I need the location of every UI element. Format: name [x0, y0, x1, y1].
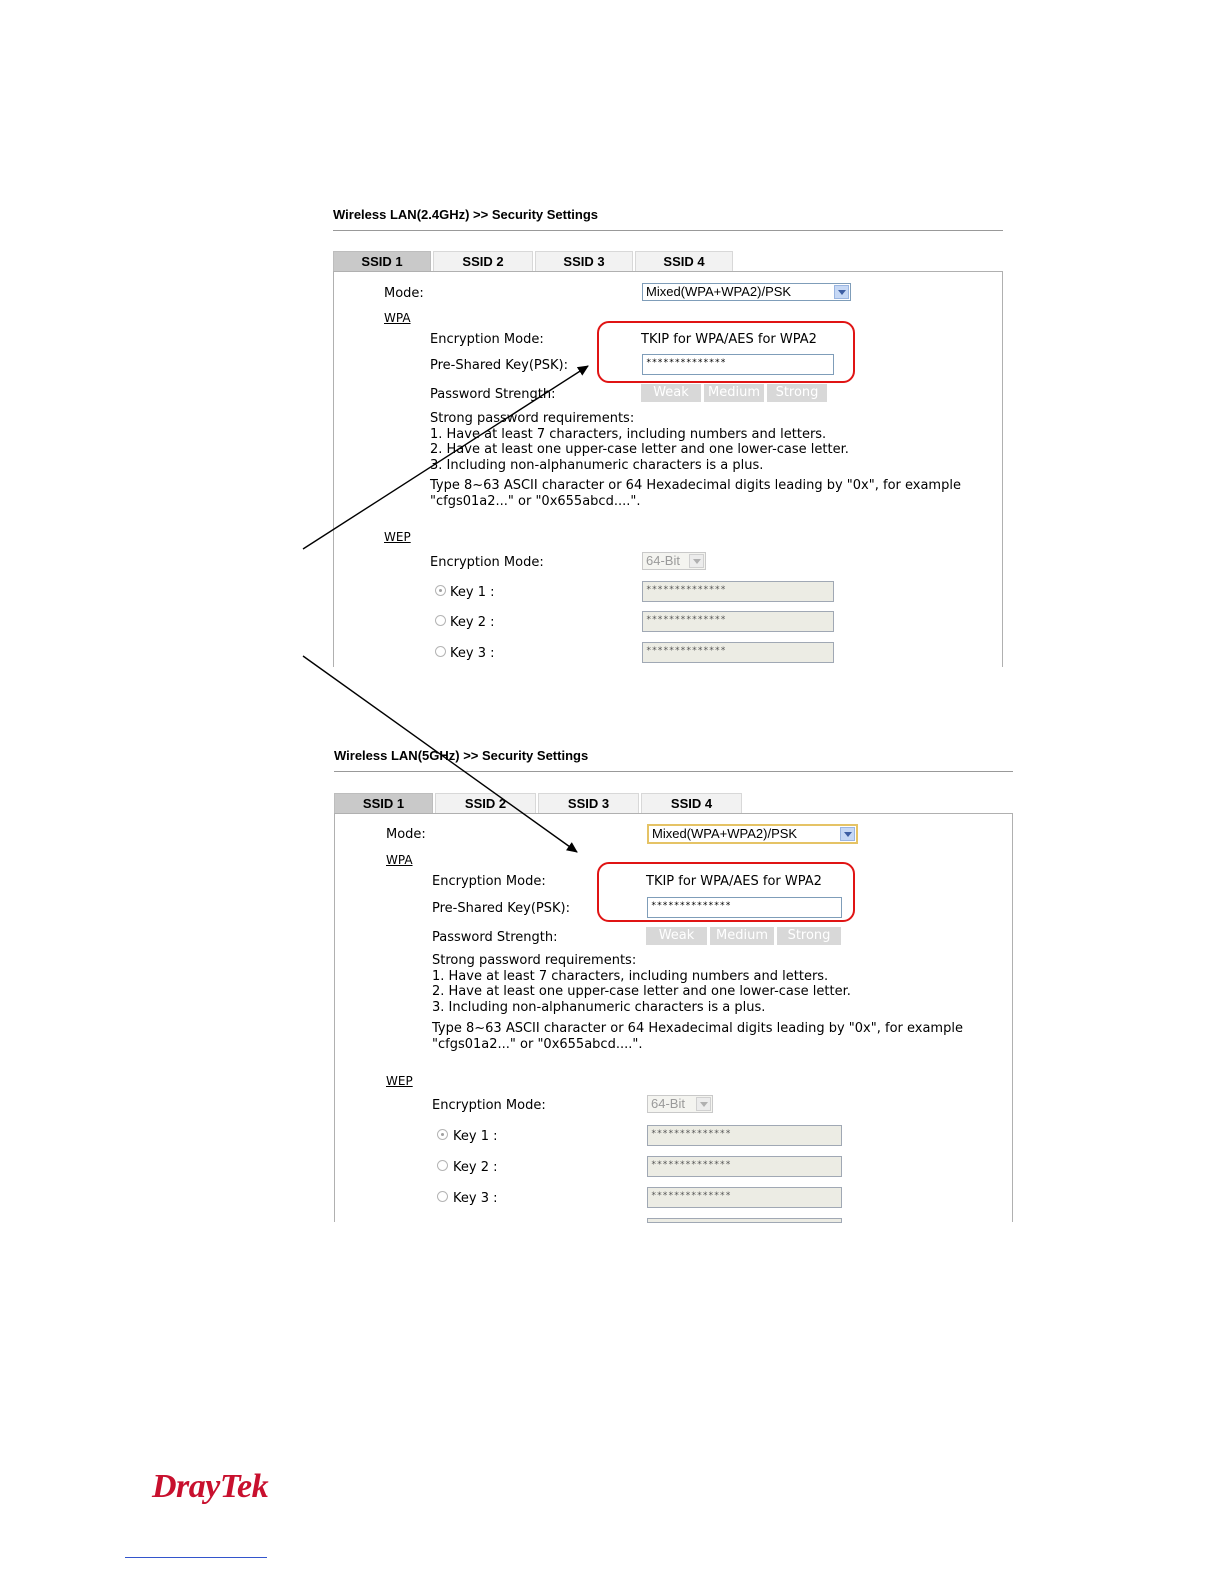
key-3-label: Key 3 : — [450, 646, 495, 661]
strength-medium: Medium — [704, 384, 764, 402]
wep-encryption-value: 64-Bit — [646, 553, 680, 568]
requirement-1: 1. Have at least 7 characters, including numbers and letters. — [430, 426, 827, 442]
strength-weak: Weak — [646, 927, 707, 945]
footer-divider — [125, 1557, 267, 1558]
requirements-heading: Strong password requirements: — [432, 953, 637, 968]
wpa-section-label: WPA — [384, 311, 411, 325]
hint-line-1: Type 8~63 ASCII character or 64 Hexadecimal digits leading by "0x", for example — [430, 478, 961, 493]
requirement-2: 2. Have at least one upper-case letter and one lower-case letter. — [432, 984, 851, 999]
key-3-label: Key 3 : — [453, 1191, 498, 1206]
requirement-2: 2. Have at least one upper-case letter and one lower-case letter. — [430, 442, 849, 457]
wpa-section-label: WPA — [386, 853, 413, 867]
mode-select-value: Mixed(WPA+WPA2)/PSK — [646, 284, 792, 299]
tab-ssid-4[interactable]: SSID 4 — [635, 251, 733, 271]
key-2-input[interactable]: ************** — [642, 611, 834, 632]
key-3-input[interactable]: ************** — [642, 642, 834, 663]
mode-select-value: Mixed(WPA+WPA2)/PSK — [652, 826, 798, 841]
encryption-mode-value: TKIP for WPA/AES for WPA2 — [646, 874, 822, 889]
tab-ssid-4[interactable]: SSID 4 — [641, 793, 742, 813]
password-strength-label: Password Strength: — [430, 387, 556, 402]
psk-label: Pre-Shared Key(PSK): — [432, 901, 570, 916]
requirement-3: 3. Including non-alphanumeric characters is a plus. — [432, 999, 766, 1015]
arrow-to-2-4ghz — [303, 366, 588, 549]
requirement-1: 1. Have at least 7 characters, including numbers and letters. — [432, 968, 829, 984]
key-2-input[interactable]: ************** — [647, 1156, 842, 1177]
encryption-mode-label: Encryption Mode: — [430, 332, 544, 347]
page-title: Wireless LAN(2.4GHz) >> Security Settings — [333, 207, 599, 222]
encryption-mode-value: TKIP for WPA/AES for WPA2 — [641, 332, 817, 347]
strength-strong: Strong — [777, 927, 841, 945]
wep-encryption-mode-label: Encryption Mode: — [432, 1098, 546, 1113]
requirement-3: 3. Including non-alphanumeric characters is a plus. — [430, 457, 764, 473]
psk-input[interactable]: ************** — [647, 897, 842, 918]
psk-input[interactable]: ************** — [642, 354, 834, 375]
hint-line-2: "cfgs01a2..." or "0x655abcd....". — [430, 493, 641, 509]
arrow-to-5ghz — [303, 656, 577, 852]
key-1-input[interactable]: ************** — [647, 1125, 842, 1146]
draytek-logo: DrayTek — [152, 1468, 269, 1505]
key-3-input[interactable]: ************** — [647, 1187, 842, 1208]
tab-ssid-1[interactable]: SSID 1 — [334, 793, 433, 813]
hint-line-1: Type 8~63 ASCII character or 64 Hexadecimal digits leading by "0x", for example — [432, 1021, 963, 1036]
mode-label: Mode: — [386, 827, 426, 842]
key-1-label: Key 1 : — [450, 585, 495, 600]
tab-ssid-1[interactable]: SSID 1 — [333, 251, 431, 271]
strength-weak: Weak — [641, 384, 701, 402]
password-strength-label: Password Strength: — [432, 930, 558, 945]
wep-section-label: WEP — [386, 1074, 413, 1088]
key-1-label: Key 1 : — [453, 1129, 498, 1144]
wep-section-label: WEP — [384, 530, 411, 544]
encryption-mode-label: Encryption Mode: — [432, 874, 546, 889]
tab-ssid-3[interactable]: SSID 3 — [535, 251, 633, 271]
wep-encryption-value: 64-Bit — [651, 1096, 685, 1111]
strength-strong: Strong — [767, 384, 827, 402]
requirements-heading: Strong password requirements: — [430, 411, 635, 426]
key-1-input[interactable]: ************** — [642, 581, 834, 602]
wep-encryption-mode-label: Encryption Mode: — [430, 555, 544, 570]
tab-ssid-3[interactable]: SSID 3 — [538, 793, 639, 813]
key-2-label: Key 2 : — [450, 615, 495, 630]
key-2-label: Key 2 : — [453, 1160, 498, 1175]
tab-ssid-2[interactable]: SSID 2 — [435, 793, 536, 813]
strength-medium: Medium — [710, 927, 774, 945]
mode-label: Mode: — [384, 286, 424, 301]
hint-line-2: "cfgs01a2..." or "0x655abcd....". — [432, 1036, 643, 1052]
psk-label: Pre-Shared Key(PSK): — [430, 358, 568, 373]
tab-ssid-2[interactable]: SSID 2 — [433, 251, 533, 271]
page-title: Wireless LAN(5GHz) >> Security Settings — [334, 748, 589, 763]
